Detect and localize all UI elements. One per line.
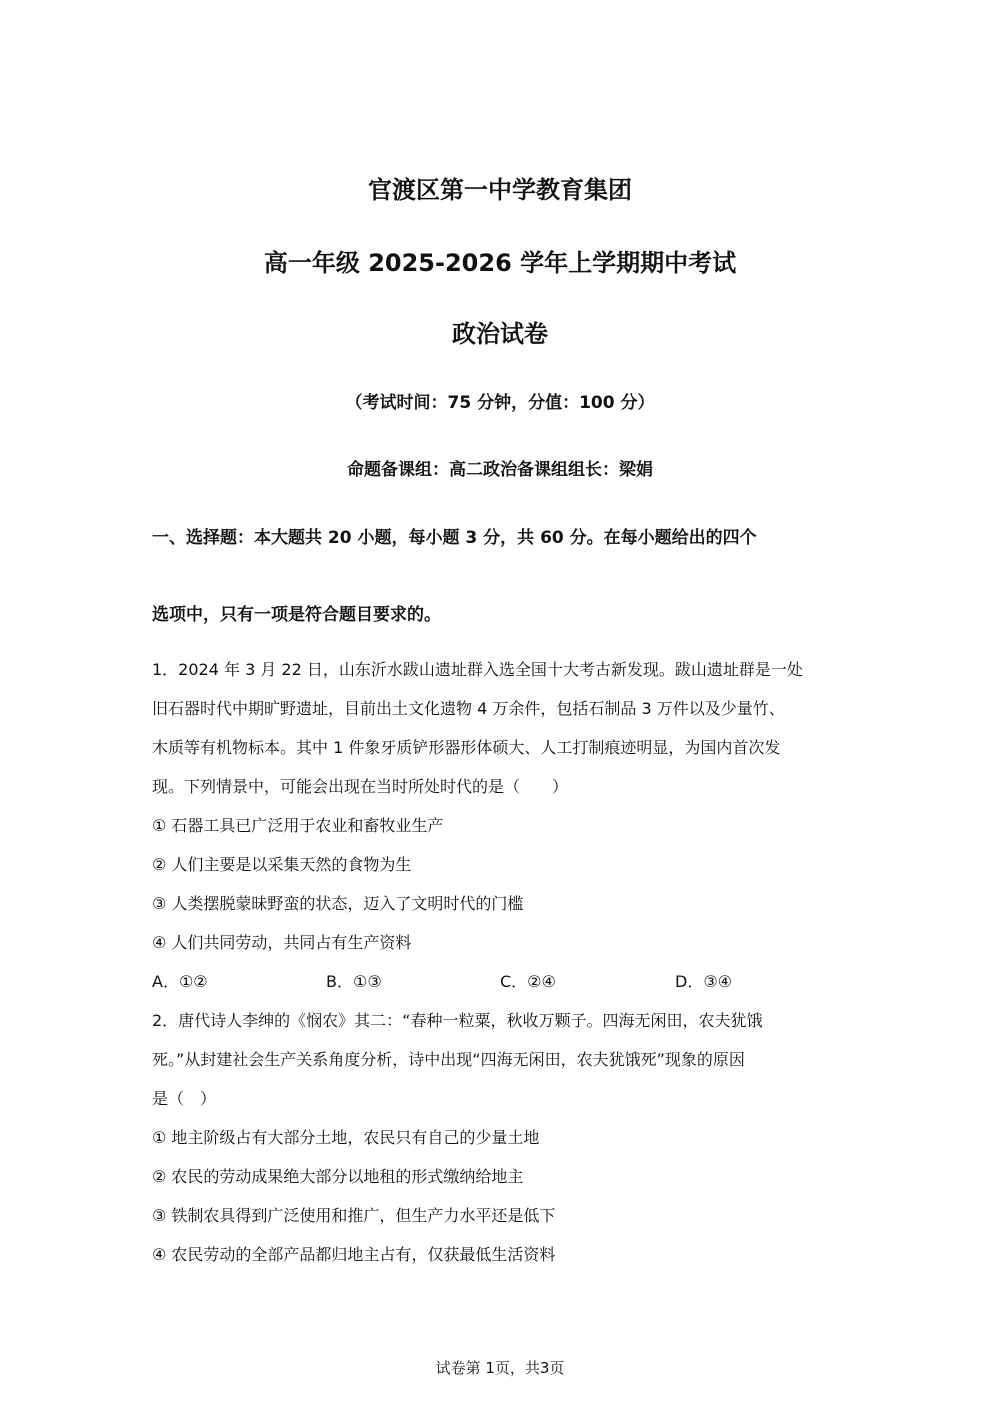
subject-title: 政治试卷 [452,320,548,348]
q2-text-line: 是（ ） [152,1089,217,1108]
q2-text-line: 2．唐代诗人李绅的《悯农》其二：“春种一粒粟，秋收万颗子。四海无闲田，农夫犹饿 [152,1011,763,1030]
q1-item: ② 人们主要是以采集天然的食物为生 [152,855,412,874]
q1-option-c: C．②④ [500,972,556,991]
exam-title: 高一年级 2025-2026 学年上学期期中考试 [263,249,737,277]
q1-text-line: 现。下列情景中，可能会出现在当时所处时代的是（ ） [152,777,569,796]
q2-item: ④ 农民劳动的全部产品都归地主占有，仅获最低生活资料 [152,1245,556,1264]
q1-option-b: B．①③ [326,972,382,991]
q1-item: ① 石器工具已广泛用于农业和畜牧业生产 [152,816,444,835]
q2-text-line: 死。”从封建社会生产关系角度分析，诗中出现“四海无闲田，农夫犹饿死”现象的原因 [152,1050,745,1069]
q2-item: ③ 铁制农具得到广泛使用和推广，但生产力水平还是低下 [152,1206,556,1225]
section-heading-line-1: 一、选择题：本大题共 20 小题，每小题 3 分，共 60 分。在每小题给出的四个 [152,528,757,548]
q1-text-line: 木质等有机物标本。其中 1 件象牙质铲形器形体硕大、人工打制痕迹明显，为国内首次发 [152,738,781,757]
school-title: 官渡区第一中学教育集团 [368,176,632,204]
q1-item: ④ 人们共同劳动，共同占有生产资料 [152,933,412,952]
section-heading-line-2: 选项中，只有一项是符合题目要求的。 [152,605,441,625]
q2-item: ① 地主阶级占有大部分土地，农民只有自己的少量土地 [152,1128,540,1147]
q1-option-a: A．①② [152,972,208,991]
author-line: 命题备课组：高二政治备课组组长：梁娟 [347,460,653,480]
q1-text-line: 旧石器时代中期旷野遗址，目前出土文化遗物 4 万余件，包括石制品 3 万件以及少量竹、 [152,699,785,718]
q2-item: ② 农民的劳动成果绝大部分以地租的形式缴纳给地主 [152,1167,524,1186]
q1-item: ③ 人类摆脱蒙昧野蛮的状态，迈入了文明时代的门槛 [152,894,524,913]
q1-text-line: 1．2024 年 3 月 22 日，山东沂水跋山遗址群入选全国十大考古新发现。跋山遗址群是一处 [152,660,803,679]
page-footer: 试卷第 1页，共3页 [435,1359,565,1377]
exam-info: （考试时间：75 分钟，分值：100 分） [345,393,655,413]
q1-option-d: D．③④ [675,972,733,991]
